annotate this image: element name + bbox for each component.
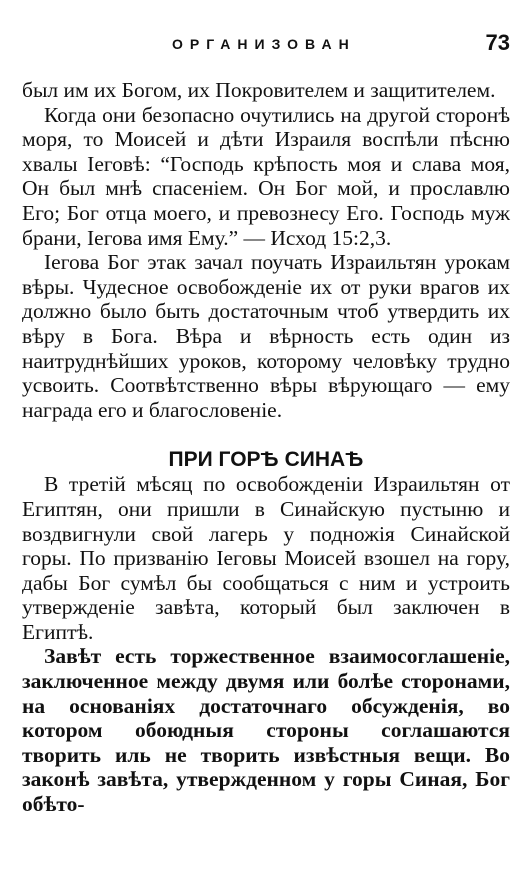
paragraph-covenant-definition: Завѣт есть торжественное взаимосоглашенiе, заключенное между двумя или болѣе сторонами, на основанiях достаточнаго обсужденiя, во котором обоюдныя стороны соглашаются творить иль не творить извѣстныя вещи. Во законѣ завѣта, утвержденном у горы Синая, Бог обѣто- [22,644,510,817]
paragraph-song-of-moses: Когда они безопасно очутились на другой сторонѣ моря, то Моисей и дѣти Израиля воспѣли пѣсню хвалы Iеговѣ: “Господь крѣпость моя и слава моя, Он был мнѣ спасенiем. Он Бог мой, и прославлю Его; Бог отца моего, и превознесу Его. Господь муж брани, Iегова имя Ему.” — Исход 15:2,3. [22,102,510,250]
running-header [22,30,510,60]
paragraph-continuation: был им их Богом, их Покровителем и защитителем. [22,78,496,102]
section-heading: ПРИ ГОРѢ СИНАѢ [168,448,364,472]
body-text [22,78,510,817]
running-title: ОРГАНИЗОВАН [172,36,356,52]
paragraph-lessons-of-faith: Iегова Бог этак зачал поучать Израильтян урокам вѣры. Чудесное освобожденiе их от руки врагов их должно было быть достаточным чтоб утвердить их вѣру в Бога. Вѣра и вѣрность есть один из наитруднѣйших уроков, которому человѣку трудно усвоить. Соотвѣтственно вѣры вѣрующаго — ему награда его и благословенiе. [22,250,510,422]
book-page [22,30,510,817]
page-number: 73 [485,30,510,55]
paragraph-sinai-camp: В третiй мѣсяц по освобожденiи Израильтян от Египтян, они пришли в Синайскую пустыню и воздвигнули свой лагерь у подножiя Синайской горы. По призванiю Iеговы Моисей взошел на гору, дабы Бог сумѣл бы сообщаться с ним и устроить утвержденiе завѣта, который был заключен в Египтѣ. [22,472,510,644]
